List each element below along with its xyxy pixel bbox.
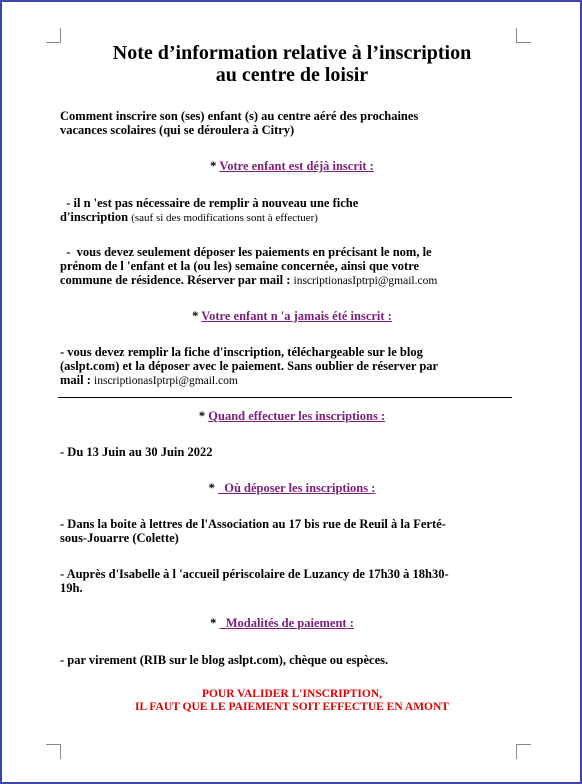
text: d'inscription: [60, 210, 132, 224]
line: - Dans la boite à lettres de l'Association au 17 bis rue de Reuil à la Ferté-: [60, 517, 446, 531]
paragraph-mailbox: [60, 517, 530, 545]
document-title: [42, 42, 542, 86]
title-line-1: Note d’information relative à l’inscription: [112, 42, 472, 64]
section-heading-already-registered: * Votre enfant est déjà inscrit :: [210, 159, 374, 173]
paragraph-payment-methods: - par virement (RIB sur le blog aslpt.com), chèque ou espèces.: [60, 653, 389, 667]
heading-text: Votre enfant est déjà inscrit :: [219, 159, 374, 173]
intro-line-2: vacances scolaires (qui se déroulera à Citry): [60, 123, 295, 137]
line: [60, 210, 520, 225]
warning-line-2: IL FAUT QUE LE PAIEMENT SOIT EFFECTUE EN AMONT: [135, 701, 449, 713]
section-heading-when: * Quand effectuer les inscriptions :: [198, 409, 386, 423]
heading-text: Où déposer les inscriptions :: [217, 481, 376, 495]
margin-corner-top-right: [516, 28, 531, 43]
line: prénom de l 'enfant et la (ou les) semaine concernée, ainsi que votre: [60, 259, 420, 273]
line: - vous devez seulement déposer les paiements en précisant le nom, le: [60, 245, 432, 259]
intro-line-1: Comment inscrire son (ses) enfant (s) au centre aéré des prochaines: [60, 109, 419, 123]
text: (sauf si des modifications sont à effectuer): [131, 212, 318, 224]
section-heading-payment: * Modalités de paiement :: [210, 616, 354, 630]
paragraph-no-new-form: [60, 196, 520, 225]
email-link[interactable]: inscriptionasIptrpi@gmail.com: [94, 375, 238, 387]
section-heading-never-registered: * Votre enfant n 'a jamais été inscrit :: [192, 309, 392, 323]
email-link[interactable]: inscriptionasIptrpi@gmail.com: [293, 275, 438, 287]
margin-corner-bottom-left: [46, 744, 61, 759]
heading-text: Quand effectuer les inscriptions :: [208, 409, 386, 423]
paragraph-deposit-payments: [60, 245, 520, 288]
paragraph-dates: - Du 13 Juin au 30 Juin 2022: [60, 445, 213, 459]
line: - vous devez remplir la fiche d'inscription, téléchargeable sur le blog: [60, 345, 423, 359]
text: mail :: [60, 373, 95, 387]
title-line-2: au centre de loisir: [215, 64, 369, 86]
line: 19h.: [60, 581, 83, 595]
heading-text: Votre enfant n 'a jamais été inscrit :: [201, 309, 392, 323]
line: [60, 373, 520, 388]
line: - il n 'est pas nécessaire de remplir à nouveau une fiche: [60, 196, 359, 210]
payment-warning: [42, 688, 542, 714]
paragraph-fill-form: [60, 345, 520, 388]
intro-paragraph: [60, 109, 520, 137]
line: [60, 273, 520, 288]
horizontal-divider: [58, 397, 512, 398]
paragraph-isabelle: [60, 567, 530, 595]
line: - Auprès d'Isabelle à l 'accueil périscolaire de Luzancy de 17h30 à 18h30-: [60, 567, 449, 581]
line: (aslpt.com) et la déposer avec le paiement. Sans oublier de réserver par: [60, 359, 439, 373]
line: sous-Jouarre (Colette): [60, 531, 179, 545]
margin-corner-bottom-right: [516, 744, 531, 759]
section-heading-where: * Où déposer les inscriptions :: [208, 481, 376, 495]
warning-line-1: POUR VALIDER L'INSCRIPTION,: [201, 688, 383, 700]
heading-text: Modalités de paiement :: [219, 616, 354, 630]
margin-corner-top-left: [46, 28, 61, 43]
text: commune de résidence. Réserver par mail :: [60, 273, 294, 287]
